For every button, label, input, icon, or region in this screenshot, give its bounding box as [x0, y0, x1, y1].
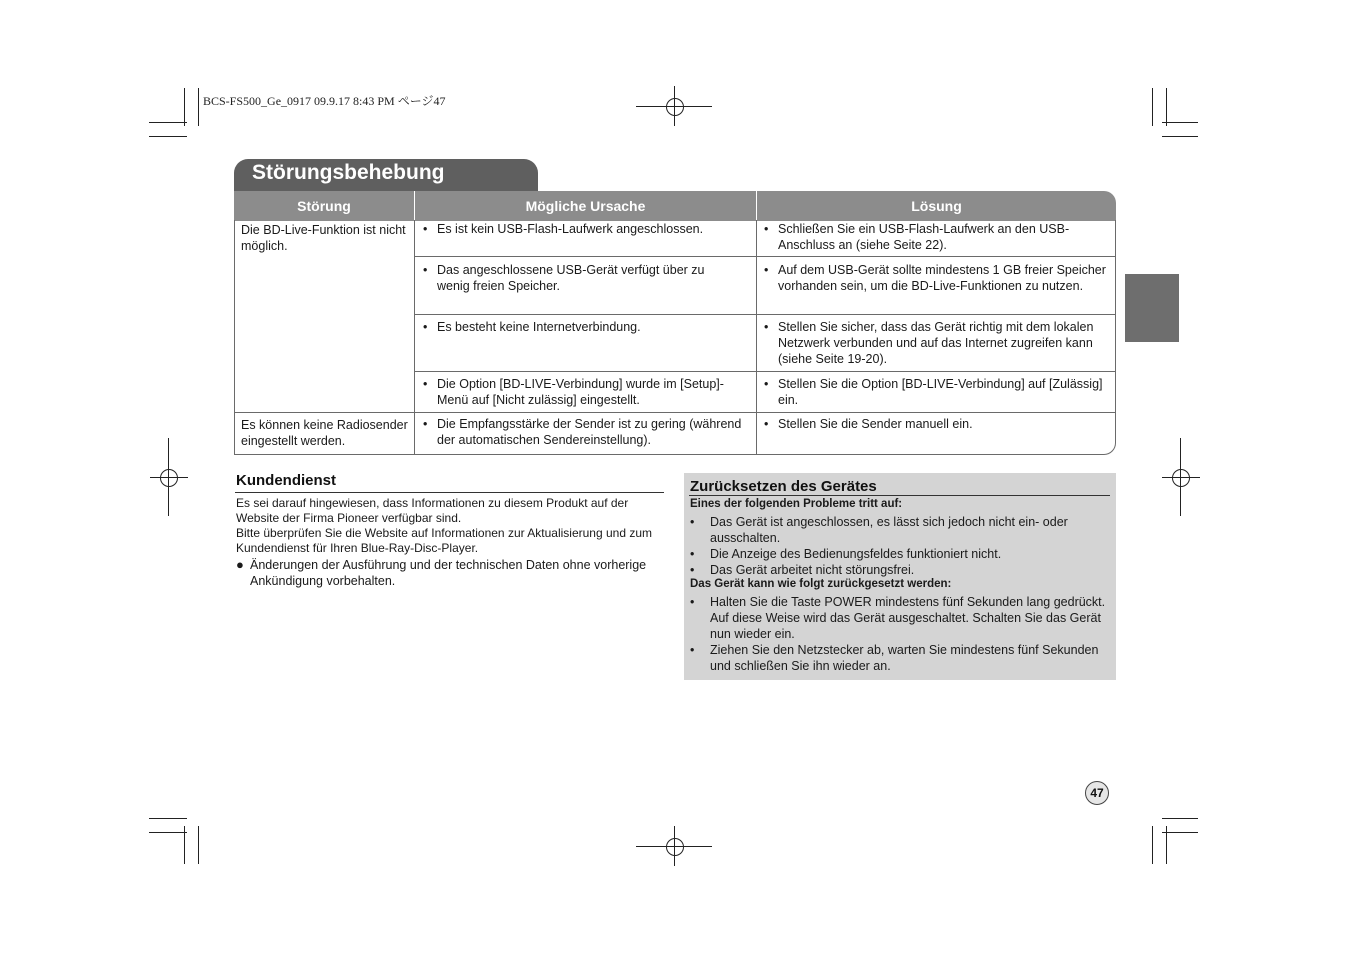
problem-cell: Die BD-Live-Funktion ist nicht möglich.: [241, 223, 406, 253]
solution-cell: • Stellen Sie sicher, dass das Gerät richtig mit dem lokalen Netzwerk verbunden und auf das Internet zugreifen kann (siehe Seite 19-20).: [764, 320, 1094, 366]
service-note: ● Änderungen der Ausführung und der technischen Daten ohne vorherige Ankündigung vorbehalten.: [236, 557, 647, 588]
column-header-cause: Mögliche Ursache: [525, 198, 646, 214]
service-heading: Kundendienst: [236, 472, 336, 489]
troubleshooting-table: [234, 220, 1116, 455]
cause-cell: • Das angeschlossene USB-Gerät verfügt über zu wenig freien Speicher.: [423, 263, 705, 293]
service-paragraph-1: Es sei darauf hingewiesen, dass Informationen zu diesem Produkt auf der Website der Firma Pioneer verfügbar sind.: [236, 496, 629, 525]
cause-cell: • Die Option [BD-LIVE-Verbindung] wurde im [Setup]-Menü auf [Nicht zulässig] eingestellt.: [423, 377, 724, 407]
list-item: • Die Anzeige des Bedienungsfeldes funktioniert nicht.: [690, 547, 1002, 561]
column-header-problem: Störung: [297, 198, 351, 214]
cause-cell: • Es ist kein USB-Flash-Laufwerk angeschlossen.: [423, 222, 704, 236]
solution-cell: • Stellen Sie die Option [BD-LIVE-Verbindung] auf [Zulässig] ein.: [764, 377, 1103, 407]
reset-intro: Eines der folgenden Probleme tritt auf:: [690, 498, 903, 510]
list-item: • Das Gerät ist angeschlossen, es lässt sich jedoch nicht ein- oder ausschalten.: [690, 515, 1068, 545]
note-bullet-icon: ●: [236, 557, 244, 572]
reset-how-heading: Das Gerät kann wie folgt zurückgesetzt werden:: [690, 578, 952, 590]
solution-cell: • Stellen Sie die Sender manuell ein.: [764, 417, 973, 431]
table-row: [241, 222, 409, 254]
table-row: [241, 417, 411, 449]
list-item: • Das Gerät arbeitet nicht störungsfrei.: [690, 563, 915, 577]
solution-cell: • Schließen Sie ein USB-Flash-Laufwerk an den USB-Anschluss an (siehe Seite 22).: [764, 222, 1070, 252]
chapter-side-tab: [1125, 274, 1179, 342]
print-slug: BCS-FS500_Ge_0917 09.9.17 8:43 PM ページ47: [203, 94, 446, 108]
solution-cell: • Auf dem USB-Gerät sollte mindestens 1 GB freier Speicher vorhanden sein, um die BD-Live-Funktionen zu nutzen.: [764, 263, 1106, 293]
list-item: • Halten Sie die Taste POWER mindestens fünf Sekunden lang gedrückt. Auf diese Weise wird das Gerät ausgeschaltet. Schalten Sie das Gerät nun wieder ein.: [690, 595, 1106, 641]
problem-cell: Es können keine Radiosender eingestellt werden.: [241, 418, 408, 448]
table-header: [234, 191, 1116, 221]
reset-heading: Zurücksetzen des Gerätes: [690, 478, 877, 495]
service-paragraph-2: Bitte überprüfen Sie die Website auf Informationen zur Aktualisierung und zum Kundendienst für Ihren Blue-Ray-Disc-Player.: [236, 526, 653, 555]
service-heading-rule: [235, 492, 664, 493]
column-header-solution: Lösung: [911, 198, 962, 214]
page-title: Störungsbehebung: [252, 161, 445, 184]
list-item: • Ziehen Sie den Netzstecker ab, warten Sie mindestens fünf Sekunden und schließen Sie ihn wieder an.: [690, 643, 1099, 673]
cause-cell: • Es besteht keine Internetverbindung.: [423, 320, 641, 334]
cause-cell: • Die Empfangsstärke der Sender ist zu gering (während der automatischen Sendereinstellung).: [423, 417, 742, 447]
page-number: 47: [1085, 781, 1109, 805]
reset-heading-rule: [689, 495, 1110, 496]
